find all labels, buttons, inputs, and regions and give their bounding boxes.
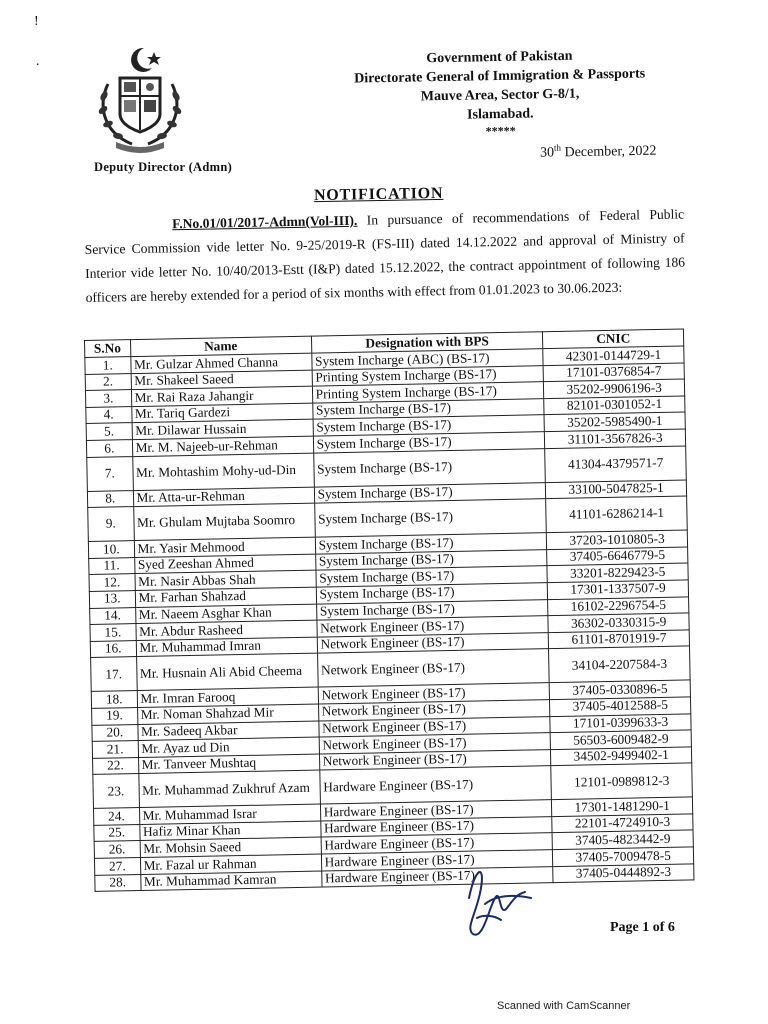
notification-paragraph [84,202,686,310]
row-sno: 17. [91,657,137,692]
row-sno: 20. [92,724,138,741]
row-designation: System Incharge (BS-17) [316,583,548,604]
row-name: Mr. Abdur Rasheed [135,620,316,640]
row-cnic: 33100-5047825-1 [546,480,687,499]
letterhead [329,45,671,141]
row-cnic: 33201-8229423-5 [547,563,688,582]
row-cnic: 37405-7009478-5 [553,847,694,866]
row-cnic: 56503-6009482-9 [550,730,691,749]
row-cnic: 35202-5985490-1 [544,412,685,431]
row-designation: System Incharge (BS-17) [315,549,547,570]
column-header-sno: S.No [85,340,131,358]
row-name: Mr. Yasir Mehmood [134,537,315,557]
row-sno: 21. [92,741,138,758]
row-sno: 12. [89,574,135,591]
row-cnic: 22101-4724910-3 [552,814,693,833]
row-sno: 1. [85,357,131,374]
row-sno: 15. [90,624,136,641]
row-sno: 5. [86,423,132,440]
row-designation: Network Engineer (BS-17) [319,749,551,770]
margin-mark: ! [34,14,39,29]
row-sno: 28. [95,874,141,891]
date-suffix: th [553,142,562,153]
row-designation: Printing System Incharge (BS-17) [312,382,544,403]
row-designation: Hardware Engineer (BS-17) [320,816,552,837]
row-designation: System Incharge (BS-17) [314,499,546,537]
row-sno: 22. [93,757,139,774]
row-cnic: 35202-9906196-3 [544,379,685,398]
row-sno: 24. [93,808,139,825]
row-sno: 23. [93,774,139,809]
officers-table-body [85,346,694,892]
file-reference: F.No.01/01/2017-Admn(Vol-III). [172,212,358,232]
row-name: Mr. Husnain Ali Abid Cheema [136,653,318,690]
row-sno: 2. [85,373,131,390]
column-header-designation: Designation with BPS [311,332,543,353]
row-cnic: 34502-9499402-1 [551,747,692,766]
row-designation: Hardware Engineer (BS-17) [321,833,553,854]
row-cnic: 37405-4012588-5 [550,697,691,716]
row-name: Mr. Muhammad Israr [139,804,320,824]
row-cnic: 12101-0989812-3 [551,763,692,800]
row-designation: System Incharge (BS-17) [312,398,544,419]
row-cnic: 37405-0330896-5 [550,680,691,699]
row-designation: System Incharge (BS-17) [313,415,545,436]
row-sno: 10. [88,541,134,558]
letterhead-stars: ***** [485,123,516,139]
row-designation: System Incharge (BS-17) [316,566,548,587]
pakistan-state-emblem-icon [92,44,188,154]
row-name: Mr. Dilawar Hussain [132,419,313,439]
officers-table [84,328,694,892]
row-sno: 26. [94,841,140,858]
scanner-watermark: Scanned with CamScanner [497,1000,631,1012]
column-header-name: Name [130,336,311,356]
row-designation: Network Engineer (BS-17) [318,683,550,704]
row-designation: Hardware Engineer (BS-17) [321,866,553,887]
row-designation: Printing System Incharge (BS-17) [312,365,544,386]
row-name: Mr. Imran Farooq [137,687,318,707]
column-header-cnic: CNIC [543,329,684,349]
row-name: Mr. Gulzar Ahmed Channa [130,353,311,373]
issuing-officer: Deputy Director (Admn) [94,160,233,174]
row-name: Mr. Naeem Asghar Khan [135,604,316,624]
row-cnic: 82101-0301052-1 [544,396,685,415]
row-sno: 7. [87,456,133,491]
row-sno: 9. [88,507,134,542]
row-cnic: 36302-0330315-9 [548,613,689,632]
row-name: Mr. Mohtashim Mohy-ud-Din [132,453,314,490]
row-designation: System Incharge (BS-17) [313,448,545,486]
row-designation: Network Engineer (BS-17) [317,616,549,637]
letterhead-line-1: Government of Pakistan [426,48,573,67]
row-cnic: 37203-1010805-3 [547,530,688,549]
margin-dot: . [36,54,40,69]
row-designation: System Incharge (BS-17) [313,432,545,453]
row-designation: System Incharge (BS-17) [316,599,548,620]
row-sno: 25. [94,824,140,841]
row-designation: System Incharge (BS-17) [315,533,547,554]
row-designation: System Incharge (ABC) (BS-17) [311,349,543,370]
row-name: Mr. Sadeeq Akbar [137,721,318,741]
row-name: Mr. Atta-ur-Rehman [133,487,314,507]
row-sno: 13. [89,591,135,608]
row-name: Mr. Tariq Gardezi [131,403,312,423]
row-cnic: 42301-0144729-1 [543,346,684,365]
row-cnic: 34104-2207584-3 [549,646,690,683]
row-name: Mr. Rai Raza Jahangir [131,386,312,406]
row-designation: System Incharge (BS-17) [314,482,546,503]
letterhead-line-2: Directorate General of Immigration & Passports [354,66,646,87]
row-sno: 4. [86,406,132,423]
row-sno: 11. [89,557,135,574]
row-cnic: 41101-6286214-1 [546,496,687,533]
row-sno: 3. [85,390,131,407]
row-name: Mr. Muhammad Zukhruf Azam [138,770,320,807]
row-name: Mr. M. Najeeb-ur-Rehman [132,436,313,456]
row-name: Mr. Ayaz ud Din [138,737,319,757]
row-sno: 8. [87,490,133,507]
row-name: Mr. Ghulam Mujtaba Soomro [133,503,315,540]
row-name: Mr. Shakeel Saeed [131,370,312,390]
row-sno: 18. [91,691,137,708]
row-sno: 27. [94,858,140,875]
row-sno: 19. [92,707,138,724]
row-cnic: 17101-0399633-3 [550,713,691,732]
row-cnic: 37405-6646779-5 [547,547,688,566]
row-sno: 16. [90,640,136,657]
notification-date [540,141,657,162]
row-name: Mr. Farhan Shahzad [135,587,316,607]
row-designation: Network Engineer (BS-17) [318,716,550,737]
letterhead-line-4: Islamabad. [466,106,534,123]
row-name: Syed Zeeshan Ahmed [134,554,315,574]
row-name: Mr. Fazal ur Rahman [140,854,321,874]
row-name: Mr. Noman Shahzad Mir [137,704,318,724]
row-designation: Hardware Engineer (BS-17) [320,800,552,821]
letterhead-line-3: Mauve Area, Sector G-8/1, [420,86,580,105]
row-name: Mr. Muhammad Imran [136,637,317,657]
page-number: Page 1 of 6 [610,920,675,935]
date-rest: December, 2022 [560,143,657,161]
row-designation: Network Engineer (BS-17) [317,649,549,687]
row-cnic: 61101-8701919-7 [549,630,690,649]
row-sno: 6. [86,440,132,457]
row-cnic: 41304-4379571-7 [545,446,686,483]
officers-table-wrapper [84,328,694,892]
notification-title: NOTIFICATION [313,184,444,205]
row-cnic: 37405-4823442-9 [552,830,693,849]
row-cnic: 17301-1481290-1 [552,797,693,816]
row-designation: Hardware Engineer (BS-17) [321,850,553,871]
row-designation: Network Engineer (BS-17) [317,632,549,653]
row-designation: Network Engineer (BS-17) [319,733,551,754]
row-designation: Hardware Engineer (BS-17) [319,766,551,804]
row-cnic: 37405-0444892-3 [553,864,694,883]
row-designation: Network Engineer (BS-17) [318,700,550,721]
row-name: Hafiz Minar Khan [139,821,320,841]
handwritten-signature-icon [455,858,535,940]
date-day: 30 [539,145,555,161]
row-sno: 14. [90,607,136,624]
row-cnic: 17301-1337507-9 [548,580,689,599]
row-cnic: 16102-2296754-5 [548,596,689,615]
row-cnic: 31101-3567826-3 [545,429,686,448]
row-name: Mr. Nasir Abbas Shah [135,570,316,590]
row-cnic: 17101-0376854-7 [543,363,684,382]
paragraph-text: In pursuance of recommendations of Federal Public Service Commission vide letter No. 9-25/2019-R (FS-III) dated 14.12.2022 and approval of Ministry of Interior vide letter No. 10/40/2013-Estt (I&P) dated 15.12.2022, the contract appointment of following 186 officers are hereby extended for a period of six months with effect from 01.01.2023 to 30.06.2023: [84,206,686,305]
row-name: Mr. Muhammad Kamran [140,871,321,891]
row-name: Mr. Tanveer Mushtaq [138,754,319,774]
row-name: Mr. Mohsin Saeed [140,838,321,858]
